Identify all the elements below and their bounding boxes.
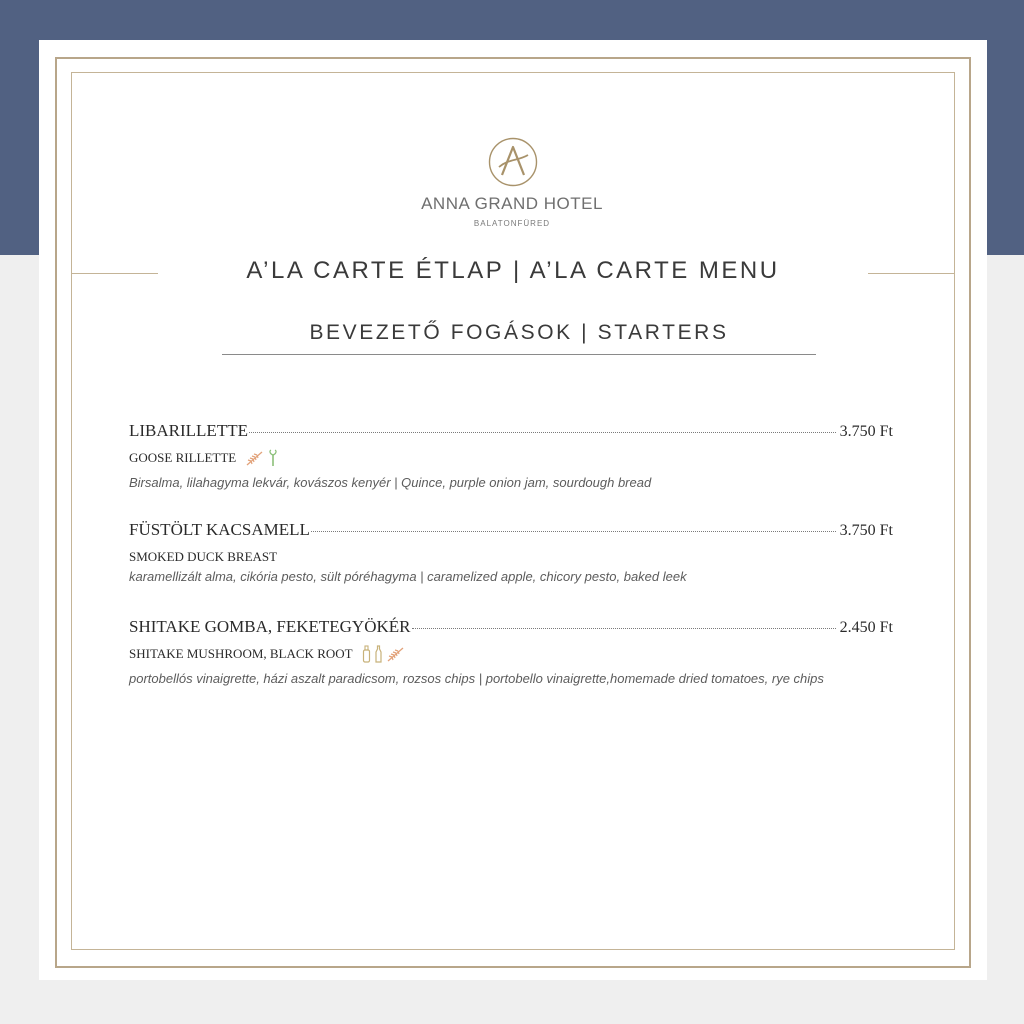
mustard-icon [362,645,371,663]
item-description: karamellizált alma, cikória pesto, sült póréhagyma | caramelized apple, chicory pesto, baked leek [129,569,687,584]
item-price: 3.750 Ft [839,423,893,440]
allergen-icons [245,449,278,467]
item-description: Birsalma, lilahagyma lekvár, kovászos kenyér | Quince, purple onion jam, sourdough bread [129,475,652,490]
hotel-location: BALATONFÜRED [473,219,551,228]
menu-title: A’LA CARTE ÉTLAP | A’LA CARTE MENU [246,257,780,284]
gluten-wheat-icon [386,645,406,663]
leader-dots [249,432,836,433]
item-name: LIBARILLETTE [129,421,248,440]
menu-item [129,617,893,691]
item-description: portobellós vinaigrette, házi aszalt paradicsom, rozsos chips | portobello vinaigrette,homemade dried tomatoes, rye chips [129,671,824,686]
gluten-wheat-icon [245,449,265,467]
item-english-name [129,448,893,468]
title-rule-right [868,273,954,274]
item-header [129,617,893,639]
item-english-name [129,644,893,664]
leader-dots [311,531,836,532]
menu-item [129,421,893,495]
milk-icon [374,645,383,663]
hotel-name: ANNA GRAND HOTEL [421,194,603,213]
item-header [129,421,893,443]
celery-icon [268,449,278,467]
item-name: SHITAKE GOMBA, FEKETEGYÖKÉR [129,617,411,636]
section-rule [222,354,816,355]
allergen-icons [362,645,406,663]
item-english-text: SHITAKE MUSHROOM, BLACK ROOT [129,646,353,661]
item-name: FÜSTÖLT KACSAMELL [129,520,310,539]
anna-monogram-icon [488,137,538,187]
item-header [129,520,893,542]
item-english-text: SMOKED DUCK BREAST [129,549,278,564]
item-price: 2.450 Ft [839,619,893,636]
leader-dots [412,628,836,629]
section-title: BEVEZETŐ FOGÁSOK | STARTERS [309,321,729,344]
item-english-text: GOOSE RILLETTE [129,450,237,465]
title-rule-left [72,273,158,274]
item-price: 3.750 Ft [839,522,893,539]
menu-item [129,520,893,589]
